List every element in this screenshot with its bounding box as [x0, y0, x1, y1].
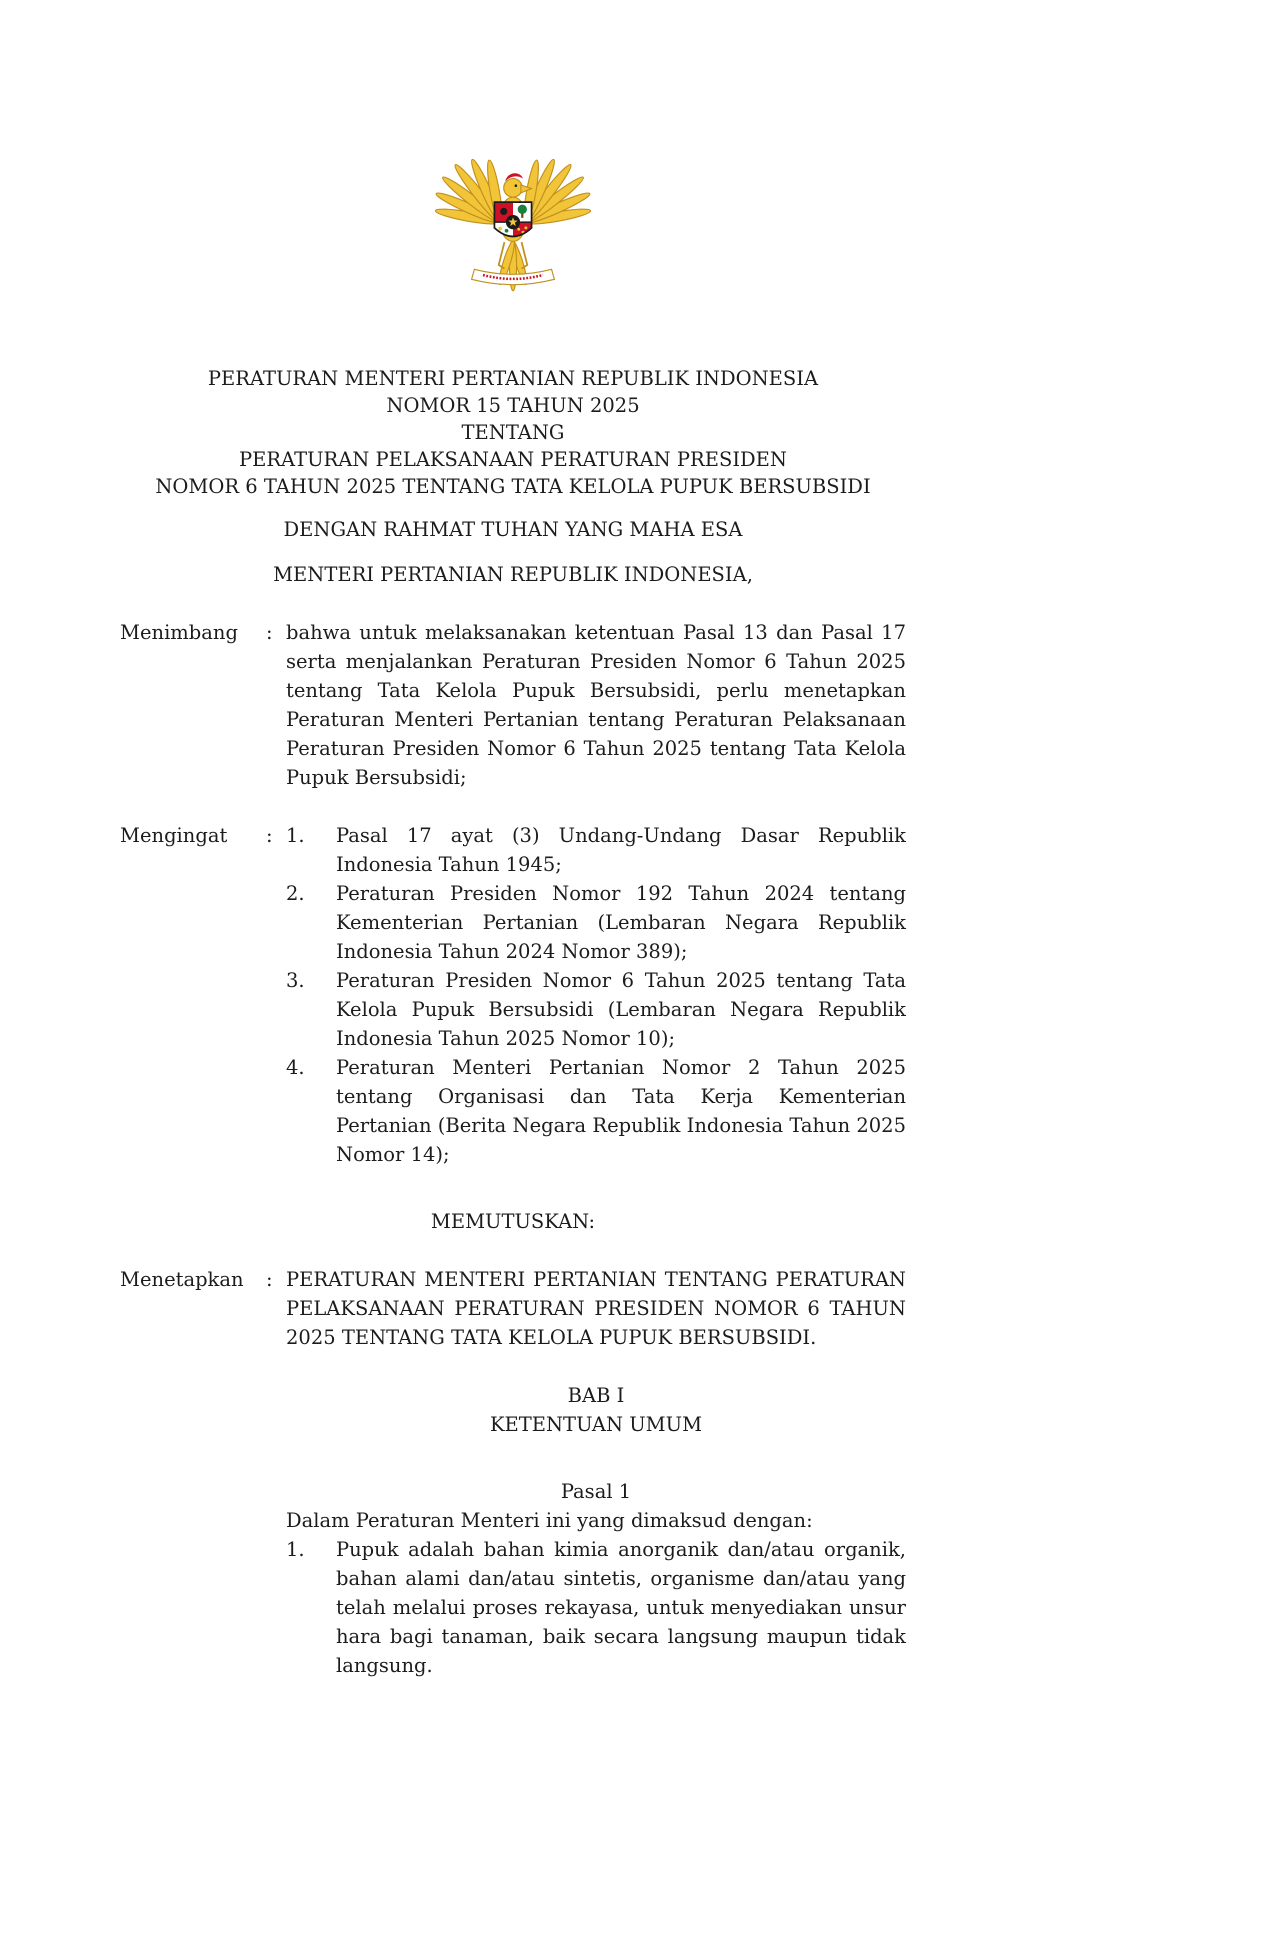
mengingat-item-4: [286, 1053, 906, 1169]
item-text: Peraturan Menteri Pertanian Nomor 2 Tahun 2025 tentang Organisasi dan Tata Kerja Kementerian Pertanian (Berita Negara Republik Indonesia Tahun 2025 Nomor 14);: [336, 1056, 906, 1166]
memutuskan-heading: MEMUTUSKAN:: [430, 1210, 596, 1233]
menetapkan-label: Menetapkan: [120, 1268, 244, 1291]
menimbang-colon: :: [266, 621, 273, 644]
item-text: Pupuk adalah bahan kimia anorganik dan/atau organik, bahan alami dan/atau sintetis, organisme dan/atau yang telah melalui proses rekayasa, untuk menyediakan unsur hara bagi tanaman, baik secara langsung maupun tidak langsung.: [336, 1538, 906, 1677]
menimbang-section: [120, 618, 906, 792]
mengingat-item-1: [286, 821, 906, 879]
item-number: 2.: [286, 882, 305, 905]
title-line-2: NOMOR 15 TAHUN 2025: [386, 394, 640, 417]
menetapkan-section: [120, 1265, 906, 1352]
pasal-1-body: [286, 1506, 906, 1680]
item-number: 1.: [286, 1538, 305, 1561]
item-text: Pasal 17 ayat (3) Undang-Undang Dasar Republik Indonesia Tahun 1945;: [336, 824, 906, 876]
mengingat-section: [120, 821, 906, 1169]
pasal-1-heading: [286, 1477, 906, 1506]
mengingat-item-2: [286, 879, 906, 966]
menetapkan-text: PERATURAN MENTERI PERTANIAN TENTANG PERATURAN PELAKSANAAN PERATURAN PRESIDEN NOMOR 6 TAHUN 2025 TENTANG TATA KELOLA PUPUK BERSUBSIDI.: [286, 1268, 906, 1349]
authority-line: MENTERI PERTANIAN REPUBLIK INDONESIA,: [273, 563, 753, 586]
pasal-intro: Dalam Peraturan Menteri ini yang dimaksud dengan:: [286, 1509, 813, 1532]
title-line-5: NOMOR 6 TAHUN 2025 TENTANG TATA KELOLA PUPUK BERSUBSIDI: [155, 475, 871, 498]
item-number: 3.: [286, 969, 305, 992]
item-number: 1.: [286, 824, 305, 847]
menimbang-label: Menimbang: [120, 621, 238, 644]
mengingat-list: [286, 821, 906, 1169]
item-text: Peraturan Presiden Nomor 192 Tahun 2024 tentang Kementerian Pertanian (Lembaran Negara Republik Indonesia Tahun 2024 Nomor 389);: [336, 882, 906, 963]
document-title: [120, 365, 906, 500]
emblem-container: [120, 135, 906, 295]
mengingat-label: Mengingat: [120, 824, 228, 847]
menetapkan-colon: :: [266, 1268, 273, 1291]
bab-number: BAB I: [567, 1384, 625, 1407]
title-line-4: PERATURAN PELAKSANAAN PERATURAN PRESIDEN: [239, 448, 787, 471]
invocation-line: DENGAN RAHMAT TUHAN YANG MAHA ESA: [283, 518, 743, 541]
bab-1-heading: [286, 1381, 906, 1439]
pasal-title: Pasal 1: [560, 1480, 632, 1503]
bab-title: KETENTUAN UMUM: [489, 1413, 703, 1436]
content-column: [120, 0, 906, 1680]
mengingat-item-3: [286, 966, 906, 1053]
menimbang-text: bahwa untuk melaksanakan ketentuan Pasal 13 dan Pasal 17 serta menjalankan Peraturan Presiden Nomor 6 Tahun 2025 tentang Tata Kelola Pupuk Bersubsidi, perlu menetapkan Peraturan Menteri Pertanian tentang Peraturan Pelaksanaan Peraturan Presiden Nomor 6 Tahun 2025 tentang Tata Kelola Pupuk Bersubsidi;: [286, 621, 906, 789]
mengingat-colon: :: [266, 824, 273, 847]
item-number: 4.: [286, 1056, 305, 1079]
pasal-item-1: [286, 1535, 906, 1680]
title-line-1: PERATURAN MENTERI PERTANIAN REPUBLIK INDONESIA: [207, 367, 819, 390]
item-text: Peraturan Presiden Nomor 6 Tahun 2025 tentang Tata Kelola Pupuk Bersubsidi (Lembaran Negara Republik Indonesia Tahun 2025 Nomor 10);: [336, 969, 906, 1050]
title-line-3: TENTANG: [461, 421, 565, 444]
garuda-pancasila-emblem: [433, 135, 593, 295]
